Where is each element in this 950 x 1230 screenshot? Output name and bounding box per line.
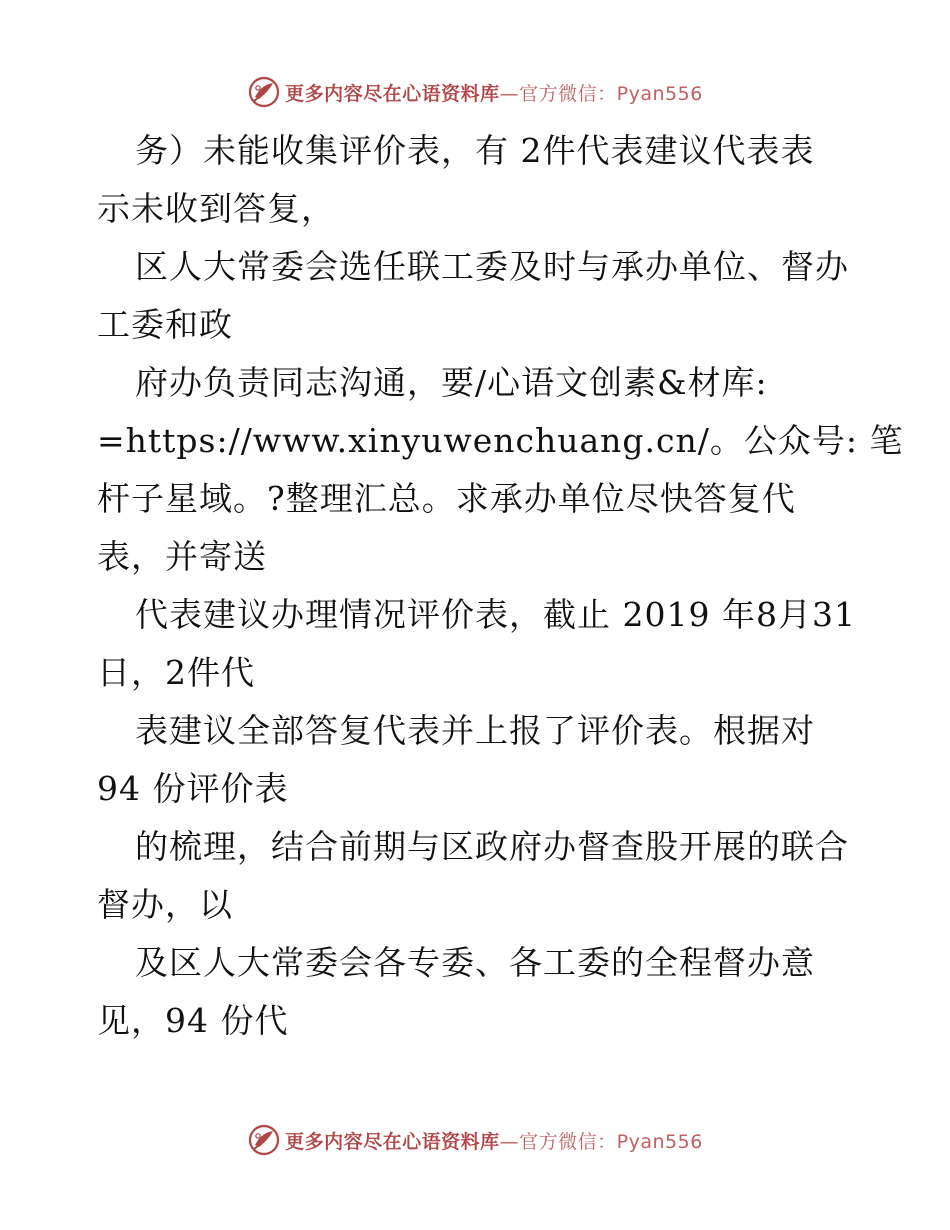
footer-separator: —: [499, 1130, 520, 1153]
body-line: 表，并寄送: [97, 537, 267, 576]
footer-banner-text: [285, 1127, 703, 1154]
body-line: 督办，以: [97, 885, 233, 924]
header-contact: 官方微信：Pyan556: [519, 82, 703, 105]
body-line: 杆子星域。?整理汇总。求承办单位尽快答复代: [97, 479, 796, 518]
header-banner-text: [285, 79, 703, 106]
footer-contact: 官方微信：Pyan556: [519, 1130, 703, 1153]
body-line: 区人大常委会选任联工委及时与承办单位、督办: [135, 247, 849, 286]
pen-logo-icon: [247, 1123, 281, 1157]
header-separator: —: [499, 82, 520, 105]
body-line: 见，94 份代: [97, 1001, 289, 1040]
body-line: 及区人大常委会各专委、各工委的全程督办意: [135, 943, 815, 982]
pen-logo-icon: [247, 75, 281, 109]
body-line: =https://www.xinyuwenchuang.cn/。公众号: 笔: [97, 421, 904, 460]
header-brand: 更多内容尽在心语资料库: [285, 82, 500, 105]
body-line: 府办负责同志沟通，要/心语文创素&材库:: [135, 363, 768, 402]
body-line: 示未收到答复，: [97, 189, 335, 228]
document-body: [97, 122, 904, 1050]
header-banner: [0, 72, 950, 112]
body-line: 日，2件代: [97, 653, 255, 692]
body-line: 务）未能收集评价表，有 2件代表建议代表表: [135, 131, 815, 170]
footer-brand: 更多内容尽在心语资料库: [285, 1130, 500, 1153]
body-line: 的梳理，结合前期与区政府办督查股开展的联合: [135, 827, 849, 866]
body-line: 代表建议办理情况评价表，截止 2019 年8月31: [135, 595, 856, 634]
body-line: 94 份评价表: [97, 769, 289, 808]
footer-banner: [0, 1120, 950, 1160]
body-line: 工委和政: [97, 305, 233, 344]
body-line: 表建议全部答复代表并上报了评价表。根据对: [135, 711, 815, 750]
